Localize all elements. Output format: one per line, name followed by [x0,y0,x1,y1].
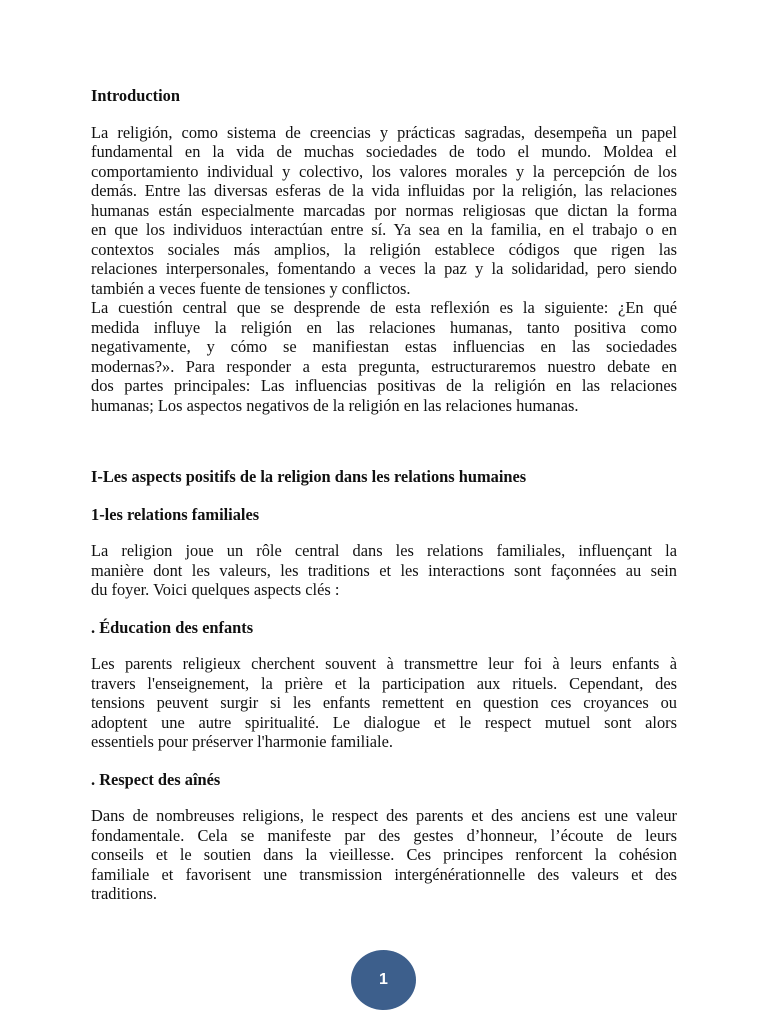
education-paragraph [91,654,677,752]
intro-heading: Introduction [91,86,180,105]
paragraph-line: dos partes principales: Las influencias positivas de la religión en las relaciones [91,376,677,395]
paragraph-line: La cuestión central que se desprende de esta reflexión es la siguiente: ¿En qué [91,298,677,317]
respect-heading: . Respect des aînés [91,769,221,789]
paragraph-line: fondamentale. Cela se manifeste par des gestes d’honneur, l’écoute de leurs [91,825,677,845]
paragraph-line: Dans de nombreuses religions, le respect des parents et des anciens est une valeur [91,806,677,825]
paragraph-line: du foyer. Voici quelques aspects clés : [91,580,340,599]
paragraph-line: contextos sociales más amplios, la religión establece códigos que rigen las [91,239,677,259]
paragraph-line: manière dont les valeurs, les traditions et les interactions sont façonnées au sein [91,560,677,580]
paragraph-line: La religión, como sistema de creencias y prácticas sagradas, desempeña un papel [91,122,677,142]
section-heading: I-Les aspects positifs de la religion dans les relations humaines [91,467,527,486]
paragraph-line: negativamente, y cómo se manifiestan estas influencias en las sociedades [91,337,677,356]
paragraph-line: en que los individuos interactúan entre sí. Ya sea en la familia, en el trabajo o en [91,220,677,239]
paragraph-line: fundamental en la vida de muchas sociedades de todo el mundo. Moldea el [91,142,677,161]
education-heading: . Éducation des enfants [91,617,254,637]
document-page [91,86,677,904]
intro-paragraph [91,123,677,416]
paragraph-line: conseils et le soutien dans la vieillesse. Ces principes renforcent la cohésion [91,845,677,864]
respect-paragraph [91,806,677,904]
paragraph-line: Les parents religieux cherchent souvent à transmettre leur foi à leurs enfants à [91,654,677,673]
paragraph-line: tensions peuvent surgir si les enfants remettent en question ces croyances ou [91,693,677,712]
paragraph-line: familiale et favorisent une transmission intergénérationnelle des valeurs et des [91,864,677,884]
familial-paragraph [91,541,677,600]
paragraph-line: traditions. [91,884,158,903]
paragraph-line: essentiels pour préserver l'harmonie familiale. [91,732,393,751]
subsection-heading: 1-les relations familiales [91,504,260,524]
page-number: 1 [379,971,388,988]
paragraph-line: travers l'enseignement, la prière et la participation aux rituels. Cependant, des [91,673,677,693]
paragraph-line: demás. Entre las diversas esferas de la vida influidas por la religión, las relaciones [91,181,677,200]
paragraph-line: humanas; Los aspectos negativos de la religión en las relaciones humanas. [91,395,579,415]
page-number-badge [351,950,416,1010]
paragraph-line: relaciones interpersonales, fomentando a veces la paz y la solidaridad, pero siendo [91,259,677,278]
paragraph-line: humanas están especialmente marcadas por normas religiosas que dictan la forma [91,200,677,220]
paragraph-line: modernas?». Para responder a esta pregunta, estructuraremos nuestro debate en [91,356,677,376]
paragraph-line: La religion joue un rôle central dans les relations familiales, influençant la [91,541,677,560]
paragraph-line: adoptent une autre spiritualité. Le dialogue et le respect mutuel sont alors [91,712,677,732]
paragraph-line: comportamiento individual y colectivo, los valores morales y la percepción de los [91,161,677,181]
paragraph-line: también a veces fuente de tensiones y conflictos. [91,278,411,298]
paragraph-line: medida influye la religión en las relaciones humanas, tanto positiva como [91,317,677,337]
